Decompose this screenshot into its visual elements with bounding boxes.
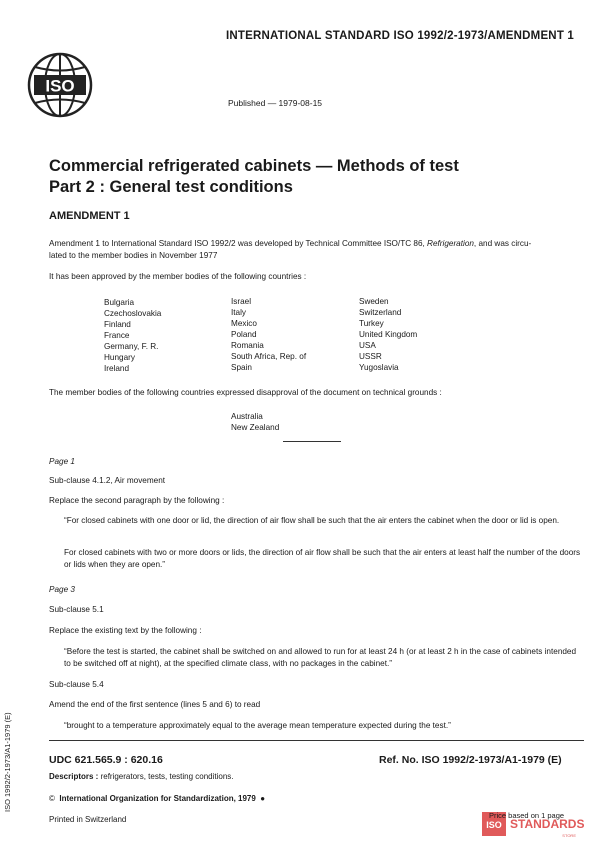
instruction-2: Replace the existing text by the following : (49, 626, 202, 635)
list-item: Israel (231, 297, 252, 306)
subclause-5-4: Sub-clause 5.4 (49, 680, 104, 689)
instruction-3: Amend the end of the first sentence (lines 5 and 6) to read (49, 700, 261, 709)
list-item: Australia (231, 412, 263, 421)
list-item: France (104, 331, 130, 340)
quote-paragraph-1: “For closed cabinets with one door or lid, the direction of air flow shall be such that the air enters the cabinet when the door or lid is open. (64, 516, 560, 525)
iso-logo (27, 52, 93, 118)
list-item: USA (359, 341, 376, 350)
quote-paragraph-3: “Before the test is started, the cabinet shall be switched on and allowed to run for at least 24 h (or at least 2 h in the case of cabinets intended to be switched off at night), at the specified climate class, with no packages in the cabinet.” (64, 647, 577, 668)
page-reference-3: Page 3 (49, 585, 75, 594)
quote-paragraph-4: “brought to a temperature approximately equal to the average mean temperature expected during the test.” (64, 721, 451, 730)
descriptors (49, 772, 234, 781)
store-logo-iso: ISO (486, 820, 502, 830)
list-item: Czechoslovakia (104, 309, 162, 318)
list-item: Bulgaria (104, 298, 135, 307)
country-column-3 (359, 296, 417, 373)
footer-divider (49, 740, 584, 741)
list-item: Turkey (359, 319, 384, 328)
page-reference-1: Page 1 (49, 457, 75, 466)
list-item: Poland (231, 330, 257, 339)
published-date: Published — 1979-08-15 (228, 98, 323, 108)
copyright (49, 794, 265, 803)
globe-icon (27, 52, 93, 118)
page-title: Commercial refrigerated cabinets — Methods of test (49, 157, 459, 175)
intro-line2: lated to the member bodies in November 1977 (49, 251, 218, 260)
udc-number: UDC 621.565.9 : 620.16 (49, 754, 163, 766)
divider (283, 441, 341, 442)
store-logo-tag: STORE (562, 833, 576, 838)
list-item: USSR (359, 352, 382, 361)
list-item: Yugoslavia (359, 363, 399, 372)
approved-text: It has been approved by the member bodies of the following countries : (49, 272, 307, 281)
list-item: South Africa, Rep. of (231, 352, 307, 361)
list-item: Switzerland (359, 308, 402, 317)
list-item: New Zealand (231, 423, 280, 432)
list-item: United Kingdom (359, 330, 418, 339)
price-note: Price based on 1 page (489, 811, 565, 820)
subclause-4-1-2: Sub-clause 4.1.2, Air movement (49, 476, 166, 485)
printed-location: Printed in Switzerland (49, 815, 127, 824)
disapproving-countries (231, 411, 279, 433)
country-column-1 (104, 297, 161, 374)
list-item: Italy (231, 308, 247, 317)
logo-text: ISO (45, 76, 75, 96)
committee-name: Refrigeration (427, 239, 474, 248)
list-item: Mexico (231, 319, 257, 328)
list-item: Sweden (359, 297, 389, 306)
list-item: Ireland (104, 364, 130, 373)
bullet-icon: ● (260, 794, 266, 803)
intro-paragraph (49, 238, 579, 262)
intro-before: Amendment 1 to International Standard ISO 1992/2 was developed by Technical Committee ISO/TC 86, (49, 239, 428, 248)
country-column-2 (231, 296, 306, 373)
quote-paragraph-2: For closed cabinets with two or more doors or lids, the direction of air flow shall be such that the air enters at least half the number of the doors or lids when they are open.” (64, 548, 581, 569)
page-subtitle: Part 2 : General test conditions (49, 178, 293, 196)
store-logo-standards: STANDARDS (510, 817, 585, 831)
list-item: Hungary (104, 353, 135, 362)
reference-number: Ref. No. ISO 1992/2-1973/A1-1979 (E) (379, 754, 562, 766)
amendment-heading: AMENDMENT 1 (49, 210, 130, 222)
list-item: Romania (231, 341, 264, 350)
list-item: Finland (104, 320, 131, 329)
list-item: Germany, F. R. (104, 342, 159, 351)
subclause-5-1: Sub-clause 5.1 (49, 605, 104, 614)
disapproval-text: The member bodies of the following countries expressed disapproval of the document on technical grounds : (49, 388, 442, 397)
copyright-text: International Organization for Standardization, 1979 (59, 794, 256, 803)
instruction-1: Replace the second paragraph by the following : (49, 496, 225, 505)
descriptors-label: Descriptors : (49, 772, 99, 781)
intro-after: , and was circu- (473, 239, 532, 248)
descriptors-value: refrigerators, tests, testing conditions. (98, 772, 234, 781)
side-reference: ISO 1992/2-1973/A1-1979 (E) (3, 712, 12, 812)
standard-header: INTERNATIONAL STANDARD ISO 1992/2-1973/AMENDMENT 1 (226, 30, 575, 42)
list-item: Spain (231, 363, 252, 372)
copyright-icon: © (49, 794, 55, 803)
